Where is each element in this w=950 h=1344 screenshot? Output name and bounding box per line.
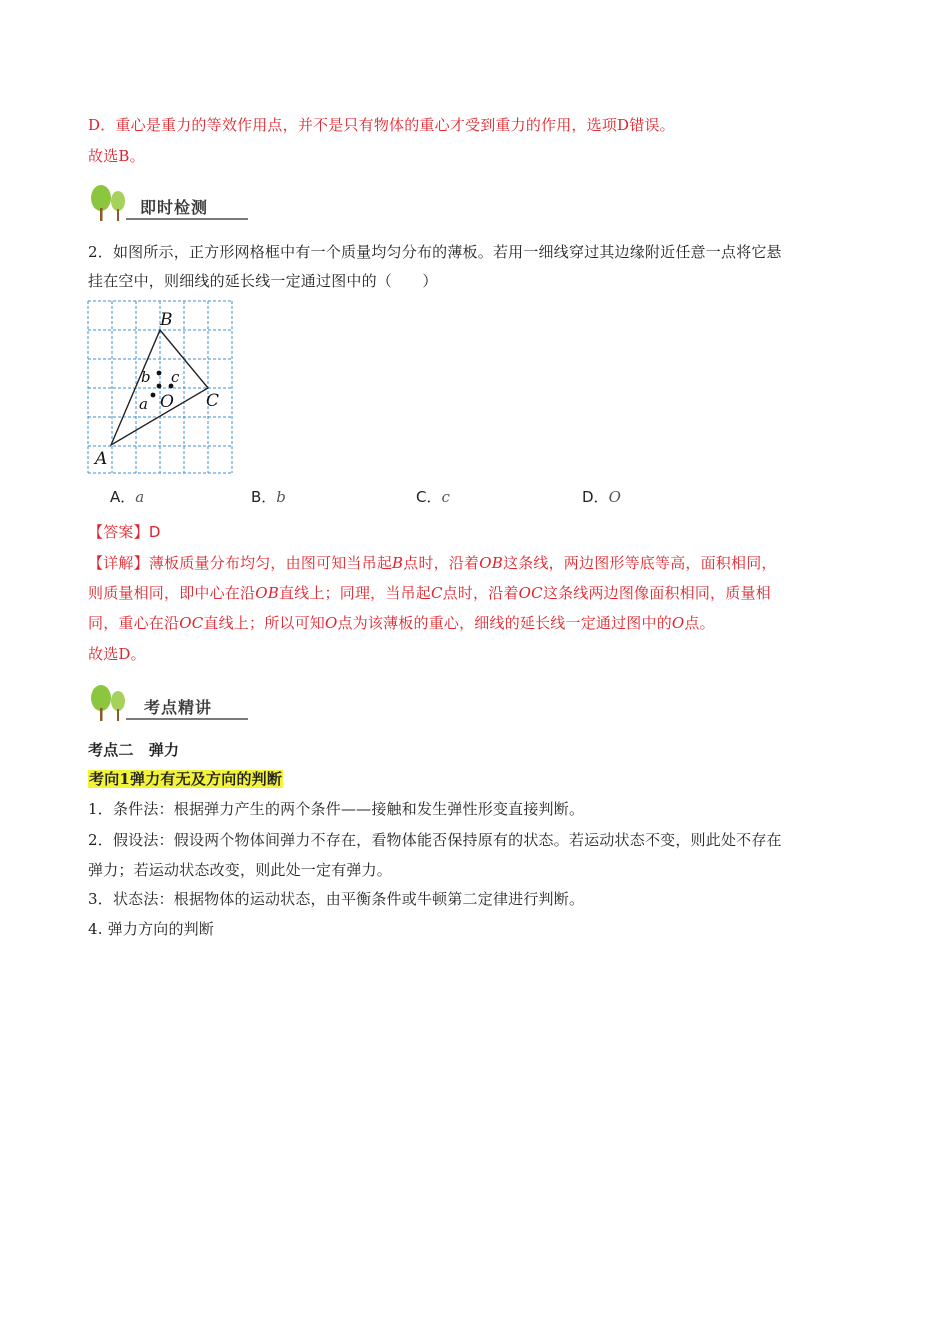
answer-line xyxy=(88,522,161,542)
tree-icon xyxy=(88,184,128,224)
label-point-o: O xyxy=(160,392,174,412)
banner-underline xyxy=(126,718,248,720)
tree-icon xyxy=(88,684,128,724)
point-a-dot xyxy=(151,393,156,398)
banner-instant-check xyxy=(88,184,248,226)
section-item-2: 2．假设法：假设两个物体间弹力不存在，看物体能否保持原有的状态。若运动状态不变，则此处不存在 xyxy=(88,831,782,849)
option-d[interactable] xyxy=(582,487,621,507)
highlighted-subheading: 考向1弹力有无及方向的判断 xyxy=(89,770,283,788)
detail-text: 这条线两边图像面积相同，质量相 xyxy=(542,584,771,602)
detail-symbol: O xyxy=(671,614,685,632)
option-value: b xyxy=(276,488,286,506)
detail-conclusion: 故选D。 xyxy=(88,645,146,663)
detail-line-2 xyxy=(88,583,771,603)
label-vertex-c: C xyxy=(206,391,220,411)
banner-title: 考点精讲 xyxy=(144,698,213,717)
detail-text: 直线上；所以可知 xyxy=(203,614,325,632)
detail-line-1 xyxy=(88,553,777,573)
detail-text: 直线上；同理，当吊起 xyxy=(278,584,431,602)
detail-text: 薄板质量分布均匀，由图可知当吊起 xyxy=(148,554,393,572)
point-o-dot xyxy=(157,384,162,389)
detail-text: 点。 xyxy=(684,614,715,632)
section-item-2-cont: 弹力；若运动状态改变，则此处一定有弹力。 xyxy=(88,861,393,879)
option-letter: A． xyxy=(110,488,136,506)
question-line-2: 挂在空中，则细线的延长线一定通过图中的（ ） xyxy=(88,272,438,290)
detail-symbol: O xyxy=(325,614,338,632)
section-subheading xyxy=(88,769,283,789)
grid-figure xyxy=(87,300,235,476)
detail-text: 同，重心在沿 xyxy=(88,614,180,632)
detail-text: 点为该薄板的重心，细线的延长线一定通过图中的 xyxy=(337,614,672,632)
option-value: a xyxy=(135,488,145,506)
detail-text: 则质量相同，即中心在沿 xyxy=(88,584,256,602)
detail-text: 点时，沿着 xyxy=(403,554,480,572)
option-letter: B． xyxy=(251,488,277,506)
option-value: c xyxy=(441,488,450,506)
detail-symbol: OC xyxy=(179,614,204,632)
option-b[interactable] xyxy=(251,487,286,507)
option-letter: D． xyxy=(582,488,609,506)
explanation-option-d: D．重心是重力的等效作用点，并不是只有物体的重心才受到重力的作用，选项D错误。 xyxy=(88,116,675,134)
option-c[interactable] xyxy=(416,487,450,507)
answer-tag: 【答案】 xyxy=(88,523,149,541)
label-point-c: c xyxy=(171,368,180,386)
detail-symbol: C xyxy=(430,584,443,602)
banner-key-points xyxy=(88,684,248,726)
triangle-diagram xyxy=(87,300,235,476)
section-item-4: 4. 弹力方向的判断 xyxy=(88,920,215,938)
detail-text: 点时，沿着 xyxy=(442,584,519,602)
explanation-conclusion: 故选B。 xyxy=(88,147,145,165)
option-a[interactable] xyxy=(110,487,144,507)
detail-symbol: B xyxy=(392,554,404,572)
section-item-1: 1．条件法：根据弹力产生的两个条件——接触和发生弹性形变直接判断。 xyxy=(88,800,585,818)
point-b-dot xyxy=(157,371,162,376)
label-point-b: b xyxy=(141,368,151,386)
detail-symbol: OB xyxy=(255,584,279,602)
banner-underline xyxy=(126,218,248,220)
detail-text: 这条线，两边图形等底等高，面积相同， xyxy=(503,554,777,572)
detail-symbol: OC xyxy=(518,584,543,602)
option-value: O xyxy=(608,488,621,506)
detail-line-3 xyxy=(88,613,715,633)
option-letter: C． xyxy=(416,488,442,506)
question-line-1: 2．如图所示，正方形网格框中有一个质量均匀分布的薄板。若用一细线穿过其边缘附近任意一点将它悬 xyxy=(88,243,782,261)
answer-value: D xyxy=(148,523,161,541)
label-point-a: a xyxy=(139,395,148,413)
label-vertex-b: B xyxy=(160,310,173,330)
banner-title: 即时检测 xyxy=(140,198,209,217)
detail-tag: 【详解】 xyxy=(88,554,149,572)
section-item-3: 3．状态法：根据物体的运动状态，由平衡条件或牛顿第二定律进行判断。 xyxy=(88,890,585,908)
detail-symbol: OB xyxy=(479,554,503,572)
section-heading: 考点二 弹力 xyxy=(88,741,180,759)
label-vertex-a: A xyxy=(95,449,108,469)
